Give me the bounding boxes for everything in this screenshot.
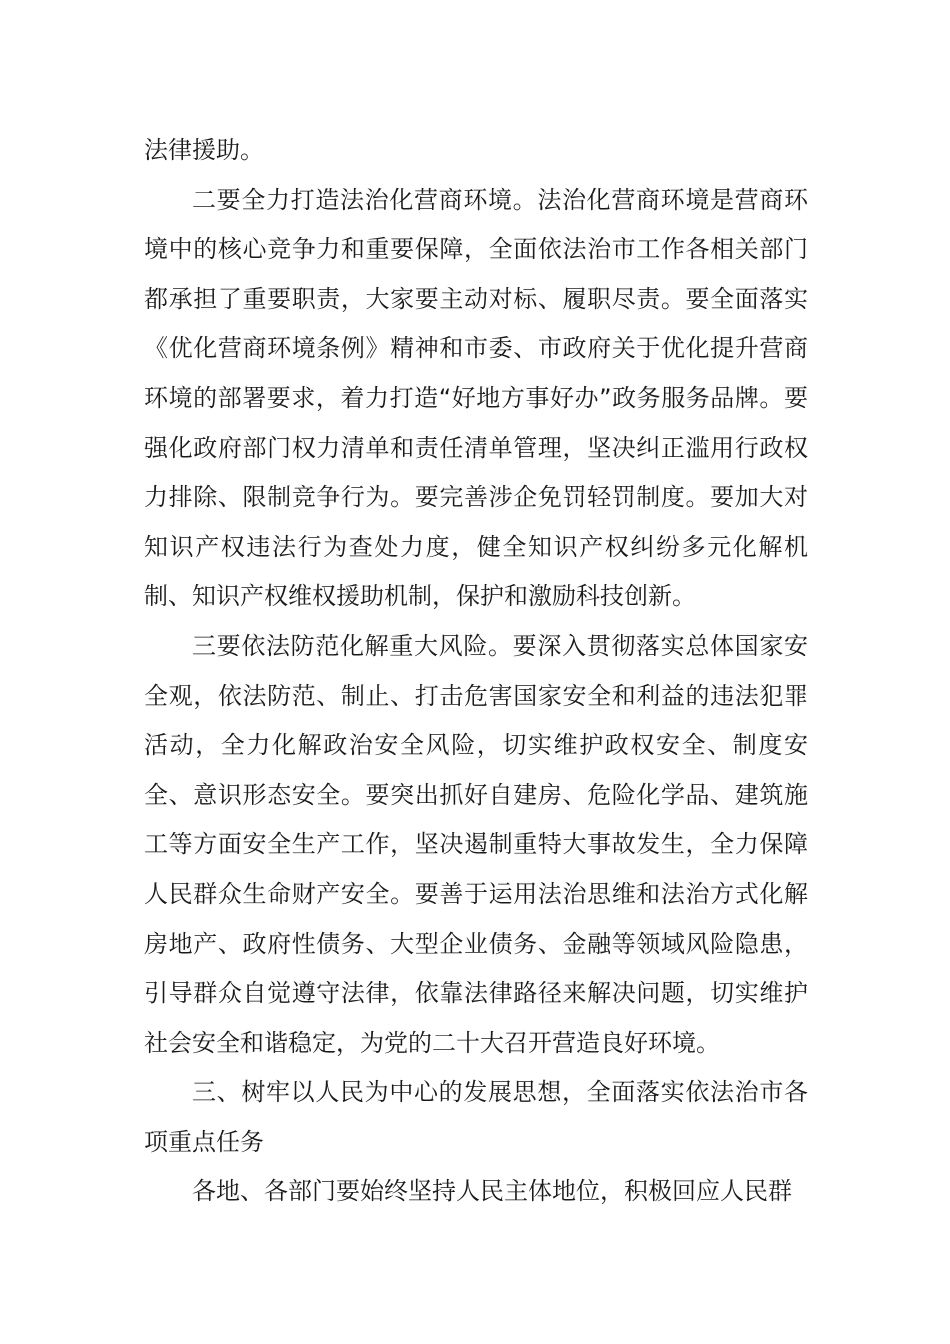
section-heading-three: 三、树牢以人民为中心的发展思想，全面落实依法治市各项重点任务	[144, 1078, 808, 1156]
document-body	[144, 126, 808, 1217]
paragraph-continuation: 法律援助。	[144, 136, 264, 164]
paragraph-people-centered: 各地、各部门要始终坚持人民主体地位，积极回应人民群	[192, 1177, 792, 1206]
paragraph-business-environment: 二要全力打造法治化营商环境。法治化营商环境是营商环境中的核心竞争力和重要保障，全面依法治市工作各相关部门都承担了重要职责，大家要主动对标、履职尽责。要全面落实《优化营商环境条例》精神和市委、市政府关于优化提升营商环境的部署要求，着力打造“好地方事好办”政务服务品牌。要强化政府部门权力清单和责任清单管理，坚决纠正滥用行政权力排除、限制竞争行为。要完善涉企免罚轻罚制度。要加大对知识产权违法行为查处力度，健全知识产权纠纷多元化解机制、知识产权维权援助机制，保护和激励科技创新。	[144, 185, 808, 611]
paragraph-risk-prevention: 三要依法防范化解重大风险。要深入贯彻落实总体国家安全观，依法防范、制止、打击危害国家安全和利益的违法犯罪活动，全力化解政治安全风险，切实维护政权安全、制度安全、意识形态安全。要突出抓好自建房、危险化学品、建筑施工等方面安全生产工作，坚决遏制重特大事故发生，全力保障人民群众生命财产安全。要善于运用法治思维和法治方式化解房地产、政府性债务、大型企业债务、金融等领域风险隐患，引导群众自觉遵守法律，依靠法律路径来解决问题，切实维护社会安全和谐稳定，为党的二十大召开营造良好环境。	[144, 631, 808, 1057]
